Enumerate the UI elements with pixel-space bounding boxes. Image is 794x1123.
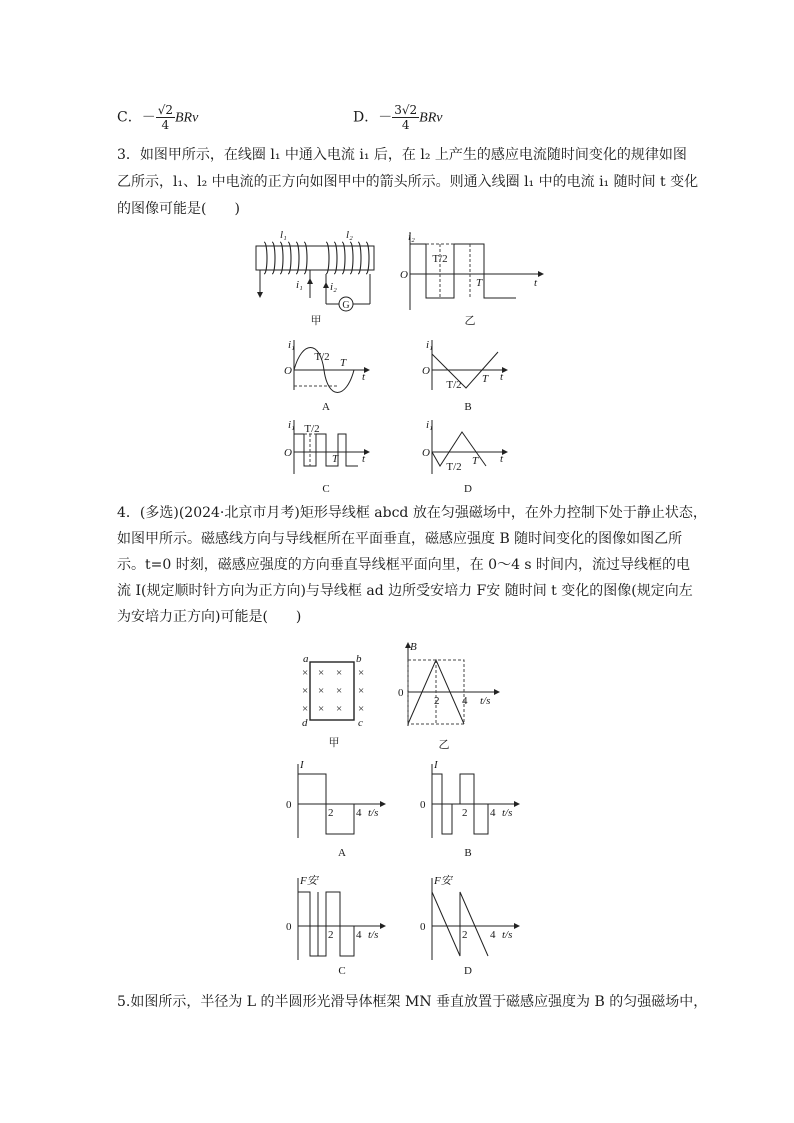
- svg-text:×: ×: [318, 667, 325, 679]
- q4-option-b-graph: [416, 758, 524, 862]
- svg-text:T: T: [472, 455, 479, 467]
- svg-text:t: t: [362, 453, 366, 465]
- svg-text:×: ×: [336, 667, 343, 679]
- svg-text:i₁: i₁: [288, 339, 295, 351]
- svg-text:O: O: [422, 447, 430, 459]
- q3-line-2: 乙所示，l₁、l₂ 中电流的正方向如图甲中的箭头所示。则通入线圈 l₁ 中的电流 i₁ 随时间 t 变化: [117, 174, 699, 190]
- q4-line-3: 示。t=0 时刻，磁感应强度的方向垂直导线框平面向里，在 0～4 s 时间内，流过导线框的电: [117, 557, 691, 573]
- svg-text:T/2: T/2: [432, 253, 448, 265]
- svg-text:×: ×: [358, 667, 365, 679]
- svg-text:I: I: [300, 759, 304, 771]
- svg-text:G: G: [342, 300, 350, 311]
- q4-option-a-graph: [282, 758, 390, 862]
- svg-text:t/s: t/s: [480, 695, 491, 707]
- svg-text:O: O: [422, 365, 430, 377]
- svg-text:O: O: [284, 365, 292, 377]
- svg-text:b: b: [356, 654, 362, 665]
- svg-text:a: a: [303, 654, 309, 665]
- svg-text:0: 0: [420, 921, 426, 933]
- svg-text:T/2: T/2: [446, 461, 462, 473]
- svg-text:O: O: [400, 269, 408, 281]
- svg-text:B: B: [464, 401, 472, 413]
- svg-text:t: t: [500, 371, 504, 383]
- svg-text:B: B: [464, 847, 472, 859]
- coil-l2: [326, 242, 369, 274]
- svg-text:0: 0: [420, 799, 426, 811]
- svg-text:4: 4: [490, 807, 496, 819]
- svg-text:×: ×: [336, 685, 343, 697]
- svg-text:A: A: [322, 401, 330, 413]
- option-d-fraction: $\frac{3√2}{4}$: [394, 103, 418, 132]
- svg-text:2: 2: [328, 807, 334, 819]
- svg-text:4: 4: [356, 929, 362, 941]
- svg-text:×: ×: [302, 667, 309, 679]
- svg-text:甲: 甲: [328, 737, 340, 749]
- q3-option-a-graph: [282, 338, 372, 414]
- coil-l1: [264, 242, 307, 274]
- svg-text:i₁: i₁: [426, 339, 433, 351]
- svg-text:T: T: [482, 373, 489, 385]
- svg-text:乙: 乙: [438, 739, 450, 751]
- svg-text:×: ×: [318, 703, 325, 715]
- svg-text:乙: 乙: [464, 315, 476, 327]
- magnetic-field-crosses: [302, 667, 364, 715]
- svg-text:t/s: t/s: [502, 807, 513, 819]
- svg-text:i₁: i₁: [296, 279, 303, 291]
- svg-text:i₁: i₁: [288, 419, 295, 431]
- svg-text:T/2: T/2: [314, 351, 330, 363]
- svg-text:2: 2: [462, 807, 468, 819]
- svg-text:0: 0: [398, 687, 404, 699]
- svg-text:I: I: [434, 759, 438, 771]
- svg-text:i₁: i₁: [426, 419, 433, 431]
- q3-option-b-graph: [420, 338, 510, 414]
- svg-text:C: C: [322, 483, 330, 494]
- svg-text:0: 0: [286, 921, 292, 933]
- svg-text:t/s: t/s: [368, 929, 379, 941]
- svg-text:×: ×: [302, 685, 309, 697]
- svg-text:c: c: [358, 717, 363, 729]
- svg-text:d: d: [302, 717, 308, 729]
- svg-text:t: t: [500, 453, 504, 465]
- svg-text:t: t: [362, 371, 366, 383]
- q4-line-1: 4．(多选)(2024·北京市月考)矩形导线框 abcd 放在匀强磁场中，在外力控制下处于静止状态，: [117, 505, 707, 521]
- svg-text:0: 0: [286, 799, 292, 811]
- svg-text:4: 4: [356, 807, 362, 819]
- svg-text:T: T: [340, 357, 347, 369]
- svg-text:2: 2: [328, 929, 334, 941]
- svg-text:O: O: [284, 447, 292, 459]
- svg-text:D: D: [464, 965, 472, 976]
- q3-option-d-graph: [420, 418, 510, 494]
- q5-line-1: 5.如图所示，半径为 L 的半圆形光滑导体框架 MN 垂直放置于磁感应强度为 B 的匀强磁场中，: [117, 994, 708, 1010]
- q3-option-c-graph: [282, 418, 372, 494]
- svg-text:C: C: [338, 965, 346, 976]
- q4-line-5: 为安培力正方向)可能是( ): [117, 609, 302, 625]
- q3-line-3: 的图像可能是( ): [117, 201, 240, 217]
- svg-text:T: T: [332, 453, 339, 465]
- svg-text:×: ×: [318, 685, 325, 697]
- svg-text:2: 2: [434, 695, 440, 707]
- svg-text:2: 2: [462, 929, 468, 941]
- q4-line-2: 如图甲所示。磁感线方向与导线框所在平面垂直，磁感应强度 B 随时间变化的图像如图乙所: [117, 531, 683, 547]
- svg-text:l₁: l₁: [280, 229, 287, 241]
- svg-text:A: A: [338, 847, 346, 859]
- svg-text:l₂: l₂: [346, 229, 353, 241]
- q3-figure-jia: [248, 228, 388, 328]
- svg-text:T/2: T/2: [304, 423, 320, 435]
- svg-text:t: t: [534, 277, 538, 289]
- wire-frame-abcd: [310, 662, 354, 720]
- q4-option-d-graph: [416, 872, 524, 976]
- q4-line-4: 流 I(规定顺时针方向为正方向)与导线框 ad 边所受安培力 F安 随时间 t 变化的图像(规定向左: [117, 583, 693, 599]
- q2-option-d: D．－ $\frac{3√2}{4}$ BRv: [353, 103, 443, 132]
- q2-option-c: C．－ $\frac{√2}{4}$ BRv: [117, 103, 199, 132]
- svg-text:t/s: t/s: [368, 807, 379, 819]
- svg-text:D: D: [464, 483, 472, 494]
- svg-text:×: ×: [302, 703, 309, 715]
- q4-figure-jia: [296, 654, 376, 752]
- svg-text:4: 4: [462, 695, 468, 707]
- q3-figure-yi: [398, 228, 546, 328]
- svg-text:T: T: [476, 277, 483, 289]
- option-c-fraction: $\frac{√2}{4}$: [157, 103, 173, 132]
- q3-line-1: 3．如图甲所示，在线圈 l₁ 中通入电流 i₁ 后，在 l₂ 上产生的感应电流随时间变化的规律如图: [117, 147, 687, 163]
- svg-text:×: ×: [358, 703, 365, 715]
- svg-text:t/s: t/s: [502, 929, 513, 941]
- svg-text:B: B: [410, 641, 417, 653]
- svg-text:4: 4: [490, 929, 496, 941]
- svg-text:甲: 甲: [310, 315, 322, 327]
- svg-text:T/2: T/2: [446, 379, 462, 391]
- q4-option-c-graph: [282, 872, 390, 976]
- svg-text:i₂: i₂: [408, 231, 415, 243]
- q4-figure-yi: [396, 640, 504, 752]
- svg-text:×: ×: [358, 685, 365, 697]
- svg-text:F安: F安: [434, 875, 452, 887]
- svg-text:i₂: i₂: [330, 281, 337, 293]
- svg-text:F安: F安: [300, 875, 318, 887]
- svg-text:×: ×: [336, 703, 343, 715]
